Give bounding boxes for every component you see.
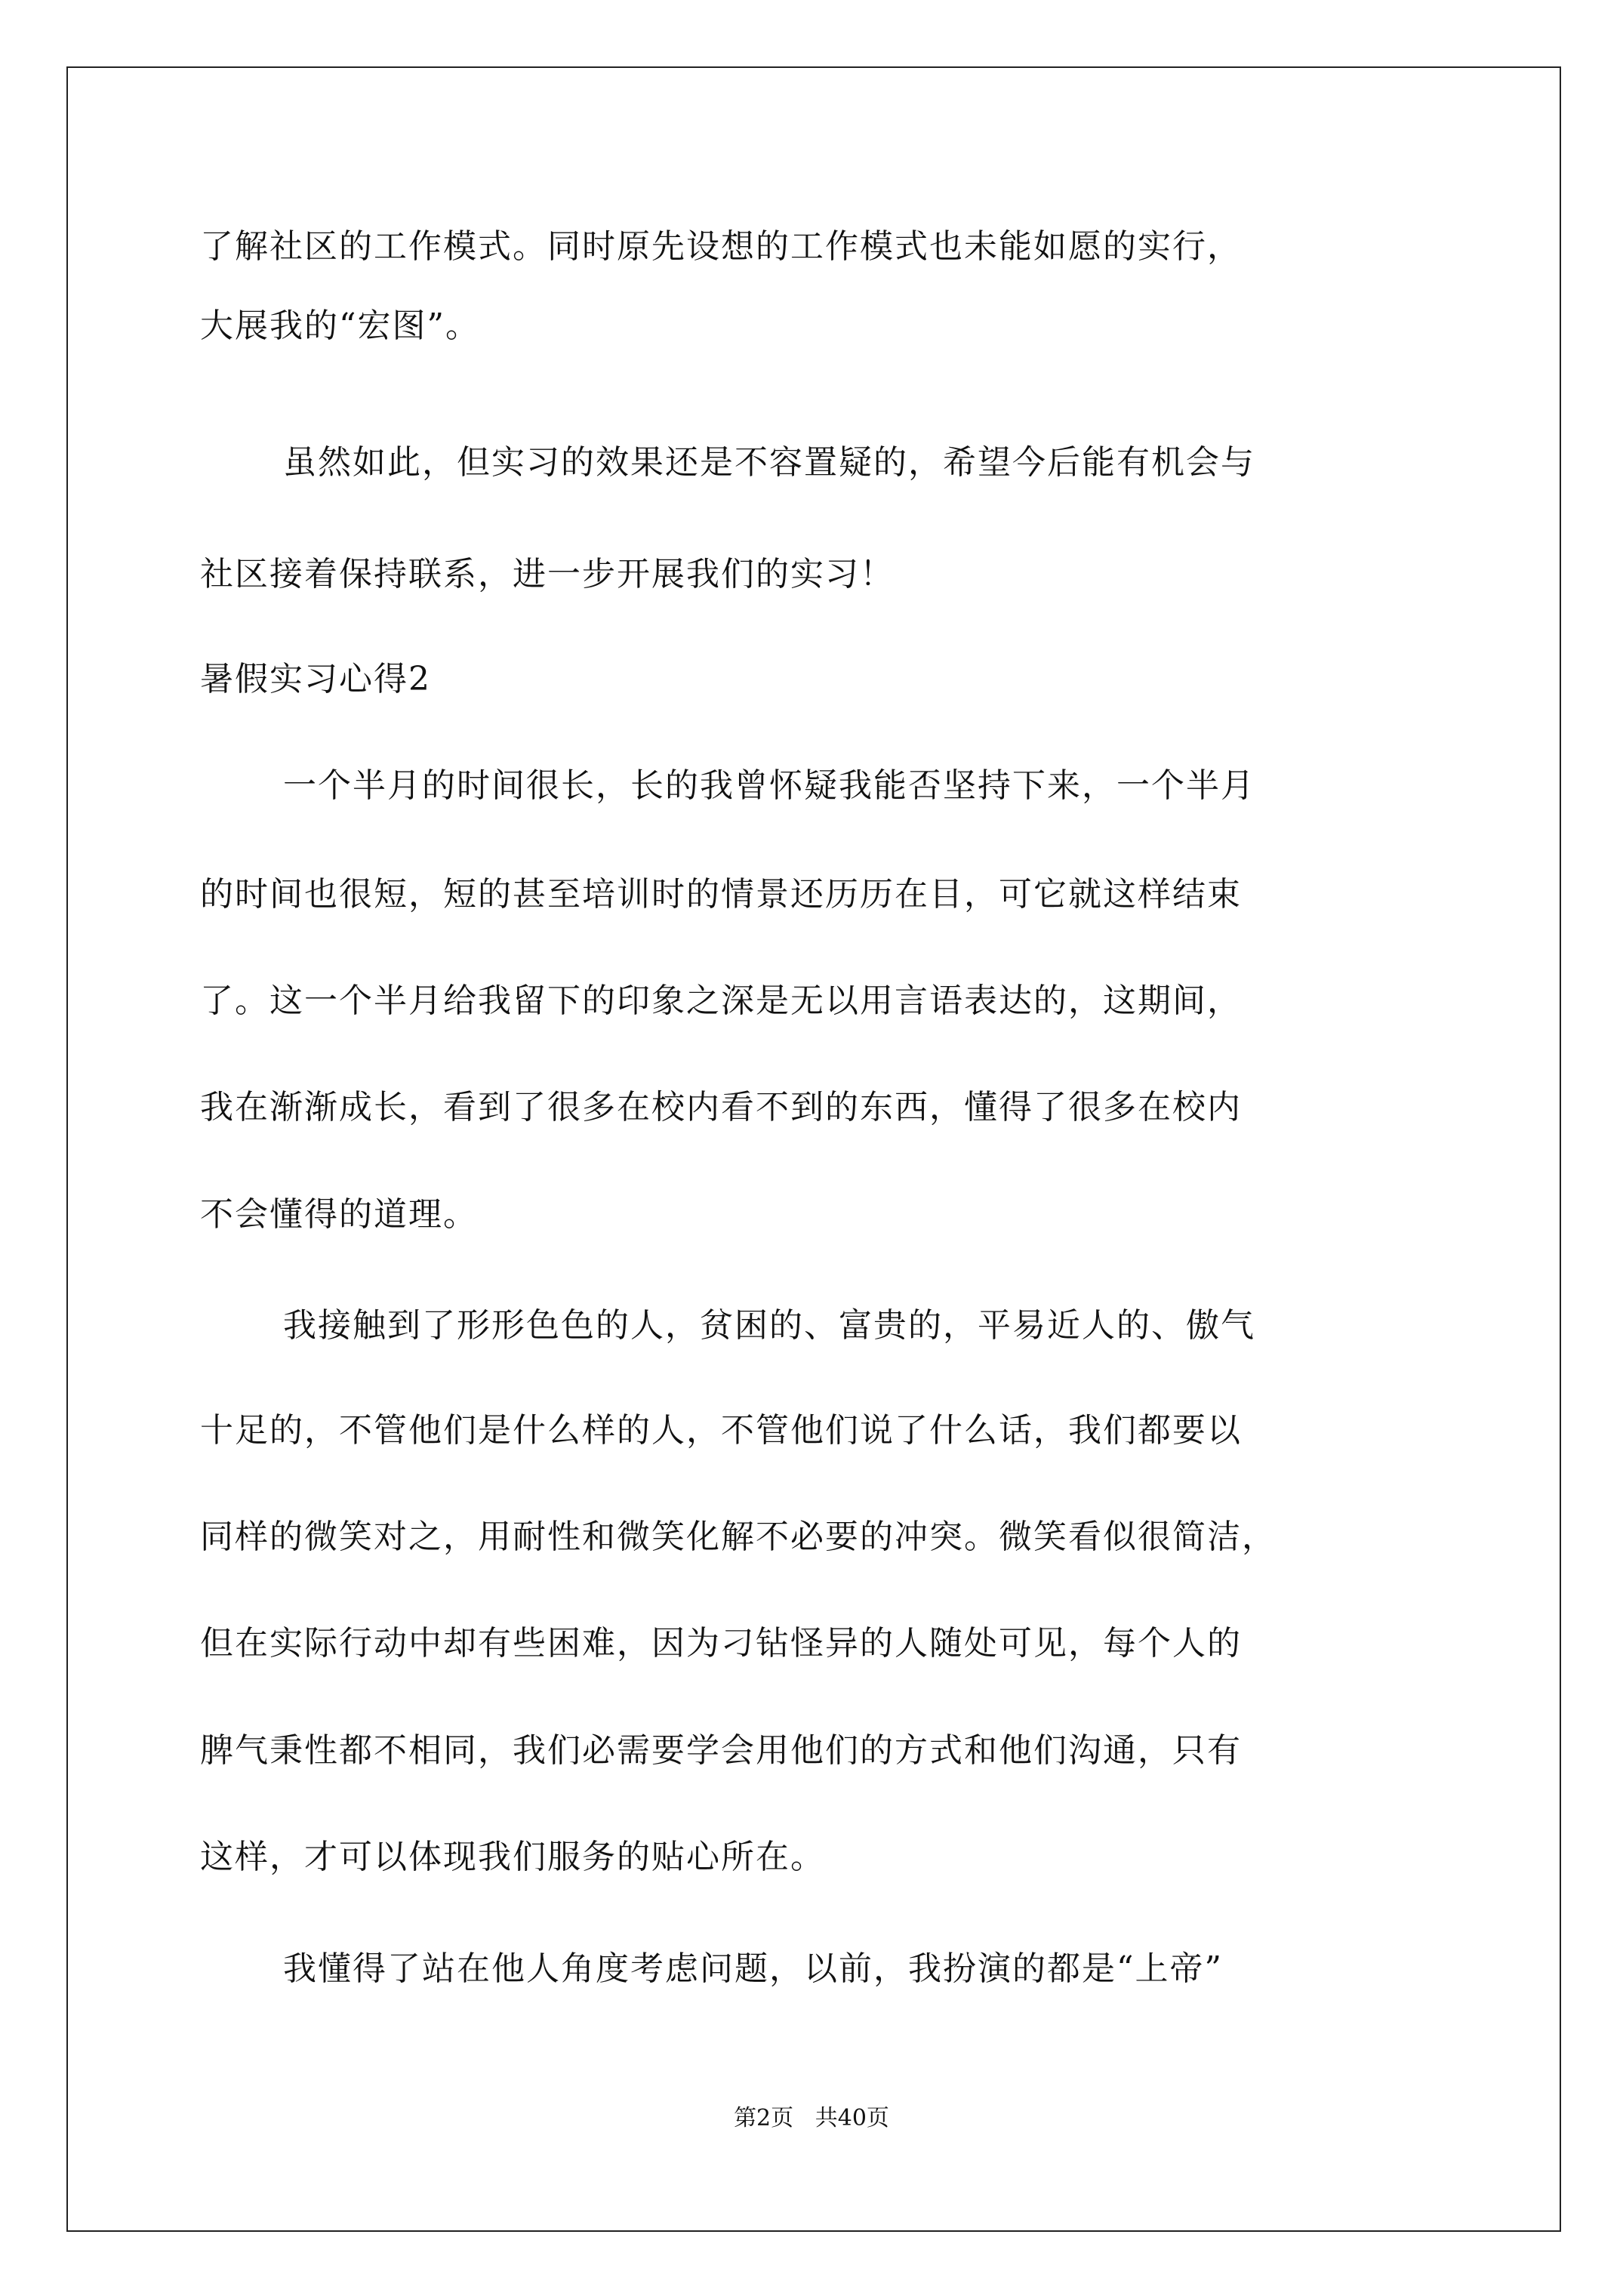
text-line-10: 不会懂得的道理。 (200, 1195, 478, 1234)
text-line-13: 同样的微笑对之，用耐性和微笑化解不必要的冲突。微笑看似很简洁， (200, 1518, 1277, 1556)
text-line-1: 了解社区的工作模式。同时原先设想的工作模式也未能如愿的实行， (200, 227, 1242, 266)
text-line-17: 我懂得了站在他人角度考虑问题，以前，我扮演的都是“上帝” (283, 1949, 1223, 1988)
text-line-15: 脾气秉性都不相同，我们必需要学会用他们的方式和他们沟通，只有 (200, 1731, 1242, 1770)
text-line-4: 社区接着保持联系，进一步开展我们的实习！ (200, 555, 895, 593)
text-line-9: 我在渐渐成长，看到了很多在校内看不到的东西，懂得了很多在校内 (200, 1088, 1242, 1126)
text-line-6: 一个半月的时间很长，长的我曾怀疑我能否坚持下来，一个半月 (283, 766, 1255, 805)
page-border (66, 66, 1561, 2232)
section-heading: 暑假实习心得2 (200, 660, 431, 698)
text-line-8: 了。这一个半月给我留下的印象之深是无以用言语表达的，这期间， (200, 982, 1242, 1020)
text-line-7: 的时间也很短，短的甚至培训时的情景还历历在目，可它就这样结束 (200, 875, 1242, 914)
text-line-14: 但在实际行动中却有些困难，因为刁钻怪异的人随处可见，每个人的 (200, 1624, 1242, 1663)
text-line-11: 我接触到了形形色色的人，贫困的、富贵的，平易近人的、傲气 (283, 1306, 1255, 1345)
text-line-3: 虽然如此，但实习的效果还是不容置疑的，希望今后能有机会与 (283, 443, 1255, 482)
text-line-12: 十足的，不管他们是什么样的人，不管他们说了什么话，我们都要以 (200, 1411, 1242, 1450)
text-line-2: 大展我的“宏图”。 (200, 307, 480, 345)
page-number-footer: 第2页 共40页 (734, 2105, 889, 2131)
text-line-16: 这样，才可以体现我们服务的贴心所在。 (200, 1838, 825, 1876)
